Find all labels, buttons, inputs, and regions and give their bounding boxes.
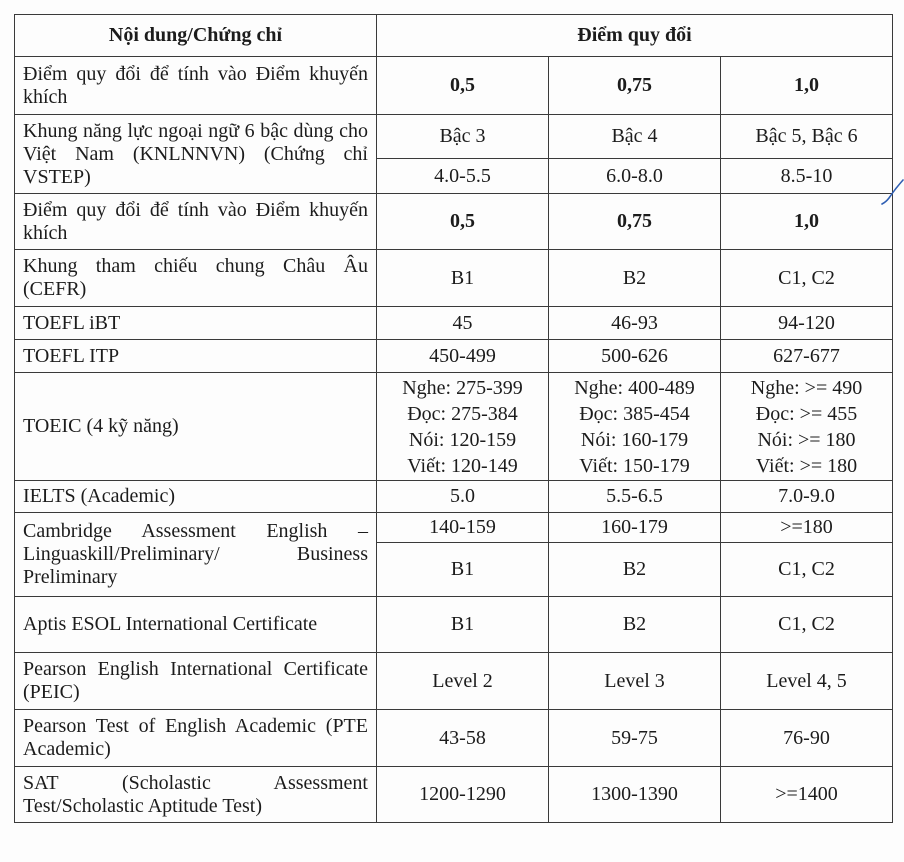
toefl-ibt-row (15, 307, 893, 340)
pte-label: Pearson Test of English Academic (PTE Academic) (15, 710, 377, 767)
toeic-line: Đọc: >= 455 (755, 402, 858, 425)
cefr-label: Khung tham chiếu chung Châu Âu (CEFR) (15, 250, 377, 307)
vstep-score: 6.0-8.0 (549, 159, 721, 194)
toeic-line: Nghe: 400-489 (574, 376, 695, 399)
cambridge-score-row (15, 513, 893, 543)
cambridge-level: C1, C2 (721, 543, 893, 597)
vstep-level-row (15, 115, 893, 159)
header-content: Nội dung/Chứng chỉ (15, 15, 377, 57)
cambridge-score: 140-159 (377, 513, 549, 543)
toeic-cell (377, 373, 549, 481)
toefl-ibt-cell: 45 (377, 307, 549, 340)
vstep-level: Bậc 3 (377, 115, 549, 159)
ielts-label: IELTS (Academic) (15, 481, 377, 513)
toeic-line: Viết: >= 180 (755, 454, 858, 477)
toefl-itp-label: TOEFL ITP (15, 340, 377, 373)
score-cell: 1,0 (721, 57, 893, 115)
ielts-cell: 5.5-6.5 (549, 481, 721, 513)
score-cell: 0,5 (377, 194, 549, 250)
toeic-line: Đọc: 275-384 (407, 402, 518, 425)
peic-cell: Level 3 (549, 653, 721, 710)
pte-row (15, 710, 893, 767)
toeic-line: Đọc: 385-454 (579, 402, 690, 425)
cambridge-label: Cambridge Assessment English – Linguaskill/Preliminary/ Business Preliminary (15, 513, 377, 597)
aptis-cell: C1, C2 (721, 597, 893, 653)
score-conversion-table (14, 14, 893, 823)
score-row-2 (15, 194, 893, 250)
header-score: Điểm quy đổi (377, 15, 893, 57)
aptis-cell: B1 (377, 597, 549, 653)
toefl-itp-cell: 627-677 (721, 340, 893, 373)
vstep-level: Bậc 4 (549, 115, 721, 159)
toeic-line: Nói: 160-179 (580, 428, 689, 451)
cambridge-level: B1 (377, 543, 549, 597)
cambridge-level: B2 (549, 543, 721, 597)
vstep-level: Bậc 5, Bậc 6 (721, 115, 893, 159)
toeic-label: TOEIC (4 kỹ năng) (15, 373, 377, 481)
peic-row (15, 653, 893, 710)
sat-cell: >=1400 (721, 767, 893, 823)
header-row (15, 15, 893, 57)
peic-cell: Level 4, 5 (721, 653, 893, 710)
toefl-ibt-cell: 94-120 (721, 307, 893, 340)
score-row-label: Điểm quy đổi để tính vào Điểm khuyến khích (15, 57, 377, 115)
pen-tick-mark (880, 178, 904, 208)
toefl-itp-row (15, 340, 893, 373)
toeic-line: Nghe: 275-399 (402, 376, 523, 399)
cefr-cell: C1, C2 (721, 250, 893, 307)
vstep-score: 4.0-5.5 (377, 159, 549, 194)
toeic-cell (549, 373, 721, 481)
score-cell: 0,5 (377, 57, 549, 115)
aptis-cell: B2 (549, 597, 721, 653)
ielts-row (15, 481, 893, 513)
cefr-cell: B1 (377, 250, 549, 307)
peic-cell: Level 2 (377, 653, 549, 710)
toefl-itp-cell: 450-499 (377, 340, 549, 373)
peic-label: Pearson English International Certificate (PEIC) (15, 653, 377, 710)
toeic-line: Nói: >= 180 (757, 428, 856, 451)
toeic-row (15, 373, 893, 481)
ielts-cell: 7.0-9.0 (721, 481, 893, 513)
pte-cell: 43-58 (377, 710, 549, 767)
sat-row (15, 767, 893, 823)
cambridge-score: >=180 (721, 513, 893, 543)
sat-label: SAT (Scholastic Assessment Test/Scholastic Aptitude Test) (15, 767, 377, 823)
score-cell: 0,75 (549, 57, 721, 115)
cefr-row (15, 250, 893, 307)
toeic-line: Viết: 120-149 (407, 454, 518, 477)
aptis-row (15, 597, 893, 653)
vstep-label: Khung năng lực ngoại ngữ 6 bậc dùng cho Việt Nam (KNLNNVN) (Chứng chỉ VSTEP) (15, 115, 377, 194)
ielts-cell: 5.0 (377, 481, 549, 513)
score-cell: 1,0 (721, 194, 893, 250)
sat-cell: 1300-1390 (549, 767, 721, 823)
score-row-1 (15, 57, 893, 115)
cefr-cell: B2 (549, 250, 721, 307)
cambridge-score: 160-179 (549, 513, 721, 543)
score-cell: 0,75 (549, 194, 721, 250)
vstep-score: 8.5-10 (721, 159, 893, 194)
toefl-ibt-label: TOEFL iBT (15, 307, 377, 340)
toeic-line: Nghe: >= 490 (750, 376, 863, 399)
sat-cell: 1200-1290 (377, 767, 549, 823)
toefl-itp-cell: 500-626 (549, 340, 721, 373)
pte-cell: 76-90 (721, 710, 893, 767)
toeic-line: Nói: 120-159 (408, 428, 517, 451)
pte-cell: 59-75 (549, 710, 721, 767)
aptis-label: Aptis ESOL International Certificate (15, 597, 377, 653)
toeic-line: Viết: 150-179 (579, 454, 690, 477)
score-row-label: Điểm quy đổi để tính vào Điểm khuyến khích (15, 194, 377, 250)
toefl-ibt-cell: 46-93 (549, 307, 721, 340)
toeic-cell (721, 373, 893, 481)
